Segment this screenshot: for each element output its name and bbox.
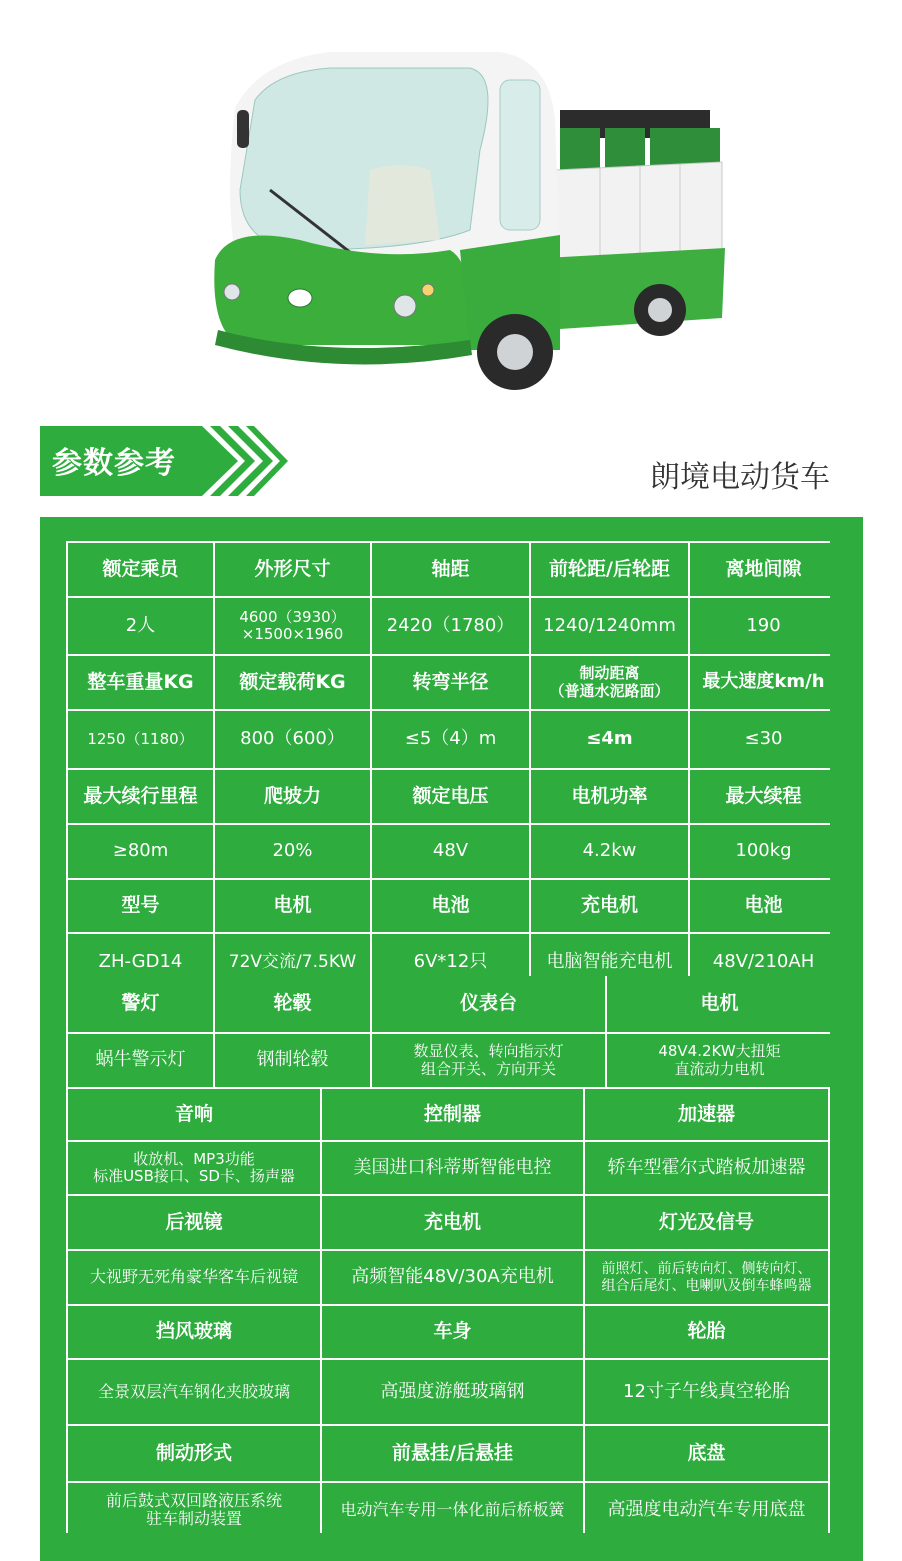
- spec-label: 电机: [607, 976, 832, 1032]
- spec-value: 6V*12只: [372, 934, 529, 991]
- spec-label: 转弯半径: [372, 656, 529, 709]
- spec-value: 轿车型霍尔式踏板加速器: [585, 1142, 828, 1194]
- spec-value: 前照灯、前后转向灯、侧转向灯、 组合后尾灯、电喇叭及倒车蜂鸣器: [585, 1251, 828, 1304]
- spec-label: 充电机: [322, 1196, 583, 1249]
- spec-label: 电机: [215, 880, 370, 932]
- spec-label: 车身: [322, 1306, 583, 1358]
- spec-label: 最大续行里程: [68, 770, 213, 823]
- spec-label: 前轮距/后轮距: [531, 543, 688, 596]
- spec-label: 制动形式: [68, 1426, 320, 1481]
- spec-value: 12寸子午线真空轮胎: [585, 1360, 828, 1424]
- spec-label: 型号: [68, 880, 213, 932]
- spec-label: 最大速度km/h: [690, 656, 837, 709]
- spec-value: 高强度游艇玻璃钢: [322, 1360, 583, 1424]
- spec-label: 离地间隙: [690, 543, 837, 596]
- spec-label: 警灯: [68, 976, 213, 1032]
- spec-value: 20%: [215, 825, 370, 878]
- spec-value: 190: [690, 598, 837, 654]
- spec-value: 美国进口科蒂斯智能电控: [322, 1142, 583, 1194]
- spec-value: 48V/210AH: [690, 934, 837, 991]
- spec-value: 钢制轮毂: [215, 1034, 370, 1087]
- spec-value: 48V: [372, 825, 529, 878]
- model-name: 朗境电动货车: [650, 460, 830, 495]
- spec-label: 前悬挂/后悬挂: [322, 1426, 583, 1481]
- spec-value: 100kg: [690, 825, 837, 878]
- spec-grid-4col: [66, 976, 830, 1089]
- spec-value: 72V交流/7.5KW: [215, 934, 370, 991]
- spec-label: 电池: [372, 880, 529, 932]
- spec-grid-3col: [66, 1089, 830, 1533]
- header-stripes: [180, 426, 290, 496]
- spec-value: 800（600）: [215, 711, 370, 768]
- spec-value: ≤4m: [531, 711, 688, 768]
- spec-label: 电池: [690, 880, 837, 932]
- spec-value: ZH-GD14: [68, 934, 213, 991]
- spec-value: 4.2kw: [531, 825, 688, 878]
- spec-value: 2420（1780）: [372, 598, 529, 654]
- spec-value: 大视野无死角豪华客车后视镜: [68, 1251, 320, 1304]
- spec-label: 充电机: [531, 880, 688, 932]
- spec-label: 外形尺寸: [215, 543, 370, 596]
- spec-label: 整车重量KG: [68, 656, 213, 709]
- spec-value: 前后鼓式双回路液压系统 驻车制动装置: [68, 1483, 320, 1537]
- spec-value: 高频智能48V/30A充电机: [322, 1251, 583, 1304]
- spec-value: 蜗牛警示灯: [68, 1034, 213, 1087]
- spec-label: 轮毂: [215, 976, 370, 1032]
- spec-label: 轴距: [372, 543, 529, 596]
- spec-label: 灯光及信号: [585, 1196, 828, 1249]
- spec-label: 电机功率: [531, 770, 688, 823]
- spec-label: 控制器: [322, 1089, 583, 1140]
- spec-grid-5col: [66, 541, 830, 978]
- spec-label: 音响: [68, 1089, 320, 1140]
- spec-label: 轮胎: [585, 1306, 828, 1358]
- spec-label: 仪表台: [372, 976, 605, 1032]
- spec-value: 高强度电动汽车专用底盘: [585, 1483, 828, 1537]
- spec-label: 爬坡力: [215, 770, 370, 823]
- spec-value: 电脑智能充电机: [531, 934, 688, 991]
- spec-label: 加速器: [585, 1089, 828, 1140]
- spec-value: ≤30: [690, 711, 837, 768]
- spec-value: 数显仪表、转向指示灯 组合开关、方向开关: [372, 1034, 605, 1087]
- spec-label: 后视镜: [68, 1196, 320, 1249]
- spec-label: 额定电压: [372, 770, 529, 823]
- spec-label: 挡风玻璃: [68, 1306, 320, 1358]
- spec-value: 1240/1240mm: [531, 598, 688, 654]
- spec-label: 最大续程: [690, 770, 837, 823]
- spec-label: 制动距离 （普通水泥路面）: [531, 656, 688, 709]
- spec-value: ≥80m: [68, 825, 213, 878]
- spec-value: 2人: [68, 598, 213, 654]
- spec-value: ≤5（4）m: [372, 711, 529, 768]
- vehicle-image: [0, 0, 902, 420]
- spec-value: 1250（1180）: [68, 711, 213, 768]
- spec-label: 底盘: [585, 1426, 828, 1481]
- spec-label: 额定乘员: [68, 543, 213, 596]
- spec-value: 4600（3930）×1500×1960: [215, 598, 370, 654]
- section-title: 参数参考: [52, 446, 176, 481]
- spec-value: 全景双层汽车钢化夹胶玻璃: [68, 1360, 320, 1424]
- spec-value: 收放机、MP3功能 标准USB接口、SD卡、扬声器: [68, 1142, 320, 1194]
- spec-label: 额定载荷KG: [215, 656, 370, 709]
- spec-value: 48V4.2KW大扭矩 直流动力电机: [607, 1034, 832, 1087]
- spec-value: 电动汽车专用一体化前后桥板簧: [322, 1483, 583, 1537]
